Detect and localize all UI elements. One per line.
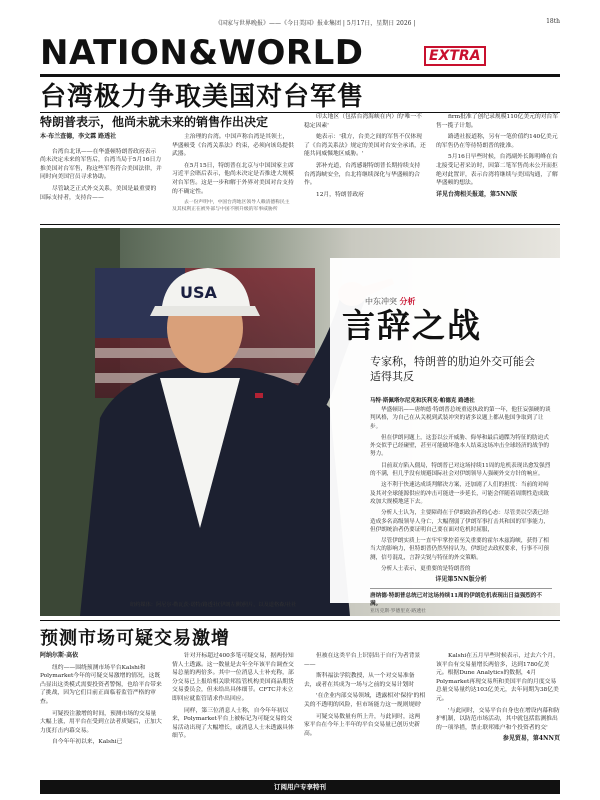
analysis-headline: 言辞之战 bbox=[342, 306, 482, 345]
lead-paragraph: 12月，特朗普政府 bbox=[316, 191, 364, 198]
lead-paragraph: 在5月15日，特朗普在北京与中国国家主席习近平会晤后表示，他尚未决定是否推进大规模对台军售。这是一步和解于外界对美国对台支持的不确定性。 bbox=[172, 162, 294, 195]
cap-text: USA bbox=[180, 283, 217, 302]
masthead bbox=[40, 34, 560, 72]
analysis-paragraph: 分析人士表示，更重要的是特朗普的 bbox=[381, 566, 471, 573]
footer-bar: 订阅用户专享特刊 bbox=[40, 780, 560, 794]
lead-paragraph: 主治理的台湾。中国声称台湾是其领土，华盛顿受《台湾关系法》约束，必须向该岛提供武器。 bbox=[172, 134, 294, 158]
lead-column-2 bbox=[172, 133, 294, 216]
lead-paragraph: 她表示：'我方，台美之间的军售不仅体现了《台湾关系法》规定的美国对台安全承诺，还能共同威慑地区威胁。' bbox=[304, 134, 426, 158]
bottom-column-4 bbox=[436, 652, 560, 744]
bottom-paragraph: 自今年年初以来，Kalshi已 bbox=[52, 739, 123, 746]
analysis-paragraph: 目前双方陷入僵局，特朗普已对这场持续11周的危机表现出愈发强烈的不满，但几乎没有规避国际社会对伊朗领导人强硬外交方针的响应。 bbox=[370, 462, 551, 478]
page-number: 18th bbox=[546, 18, 560, 25]
bottom-paragraph: '在企业内部交易领域，透露相对'保持'的相关的不透明的风险，但市场能力这一规则规则' bbox=[304, 693, 426, 708]
bottom-paragraph: 纽约——围绕预测市场平台Kalshi和Polymarket今年的可疑交易激增的情况，这既凸显出这类模式需要投资者警惕，也给平台带来了挑战，因为它们目前正面临着监管严格的审查。 bbox=[40, 664, 162, 705]
analysis-related: 唐纳德·特朗普总统已对这场持续11周的伊朗危机表现出日益强烈的不满。 bbox=[370, 588, 552, 609]
masthead-rule bbox=[40, 74, 560, 77]
bottom-byline: 阿纳尔斯·高依 bbox=[40, 652, 79, 659]
masthead-extra-badge: EXTRA bbox=[424, 46, 486, 66]
lead-deck: 特朗普表示，他尚未就未来的销售作出决定 bbox=[40, 115, 269, 129]
bottom-column-3 bbox=[304, 652, 426, 741]
bottom-headline: 预测市场可疑交易激增 bbox=[40, 628, 230, 649]
analysis-kicker-region: 中东冲突 bbox=[365, 297, 397, 306]
bottom-column-1 bbox=[40, 652, 162, 750]
analysis-byline: 马特·斯佩塔尔尼克和沃利克·帕德克 路透社 bbox=[370, 398, 475, 404]
lead-column-4 bbox=[436, 113, 560, 199]
lead-paragraph: 路透社报道称，另有一笔价值约140亿美元的军售仍在等待特朗普的批准。 bbox=[436, 134, 558, 149]
bottom-paragraph: 同样，第三位消息人士称，自今年年初以来，Polymarket平台上被标记为可疑交易的交易活动出现了大幅增长，或消息人士未透露具体细节。 bbox=[172, 707, 294, 740]
analysis-deck: 专家称，特朗普的肋迫外交可能会适得其反 bbox=[370, 355, 535, 383]
lead-paragraph: 尽管缺乏正式外交关系，美国是最重要的国际支持者，支持台—— bbox=[40, 185, 157, 201]
bottom-paragraph: 可疑投注激增的时间，预测市场的交易量大幅上涨，用平台在受到立法者质疑后，正加大力度打击内幕交易。 bbox=[40, 710, 162, 734]
lead-continued: 详见台湾相关报道，第5NN版 bbox=[436, 190, 518, 198]
photo-caption: 纽约媒体：阿尼尔·勒瓦茨·诺特/路透社(伊朗左侧)照片，以及道格森/社社 bbox=[130, 602, 297, 608]
bottom-column-2 bbox=[172, 652, 294, 744]
lead-paragraph: 5月16日早些时候，台湾副外长陈明峰在台北接受记者采访时，因第二笔军售尚未公开而拒绝对此置评，表示台湾将继续与美国沟通，了解华盛顿的想法。 bbox=[436, 154, 558, 187]
bottom-paragraph: 斯科福法学院教授，从一个对交易准备去，或者在其成为一场与之前的交易计划时 bbox=[304, 673, 415, 688]
lead-column-1 bbox=[40, 133, 162, 205]
lead-column-3 bbox=[304, 113, 426, 202]
lead-paragraph: 台湾台北讯——在华盛顿特朗普政府表示尚未决定未来的军售后，台湾当局于5月16日力推美国对台军售，称这些军售符合美国法律，并同时向美国官员寻求协助。 bbox=[40, 148, 162, 181]
bottom-paragraph: Kalshi在五月早些时候表示，过去六个月，该平台有交易量增长两倍多，达到1780亿美元。根据Dune Analytics的数据，4月Polymarket再现交易所和美国平台的月度交易总量交易量约达103亿美元，去年同期为38亿美元。 bbox=[436, 653, 559, 702]
analysis-paragraph: 但在伊朗问题上，这套以公开威胁、侮辱和最后通牒为特征的肋迫式外交似乎已经碰壁，甚至可能破坏他本人结束这场冲击全球经济的战争的努力。 bbox=[370, 434, 550, 458]
lead-paragraph: 印太地区（包括台湾海峡在内）的'唯一不稳定因素' bbox=[304, 114, 422, 129]
bottom-paragraph: '与此同时，交易平台自身也在增设内幕和防护机制，以防范市场活动，其中就包括监测推出的一项举措，禁止联邦账户和个投资者的交' bbox=[436, 707, 560, 731]
analysis-paragraph: 尽管伊朗实质上一直牢牢掌控着至关重要的霍尔木兹海峡，获得了相当大的影响力，但特朗普仍然坚持认为，伊朗过去政权要求，行事不可预测，信号混乱，言辞尖锐与特征的外交策略。 bbox=[370, 538, 550, 561]
lead-paragraph: firm批准了创纪录规模110亿美元的对台军售一揽子计划。 bbox=[436, 114, 559, 129]
analysis-related-source: 亚历克斯·罗德里克·路透社 bbox=[370, 609, 426, 615]
bottom-paragraph: 可疑交易数量有所上升，与此同时，这两家平台在今年上半年的平台交易量已创历史新高。 bbox=[304, 713, 421, 737]
section-rule bbox=[40, 224, 560, 225]
lead-paragraph: 郭补充道，台湾感谢特朗普长期持续支持台湾海峡安全，台北将继续深化与华盛顿的合作。 bbox=[304, 162, 421, 187]
analysis-paragraph: 这不利于快速达成谈判解决方案，还加剧了人们的担忧：当前的对峙及其对全球能源供应的冲击可能进一步延长，可能会伴随着周期性造成致攻加大规模地延下去。 bbox=[370, 482, 550, 505]
analysis-paragraph: 分析人士认为，主要障碍在于伊朗政治者的心态：尽管美以空袭已经造成多名高级领导人身亡，大幅削弱了伊朗军事打击其和国的军事能力，但伊朗统治者仍要证明自己要在面对危机时屈服， bbox=[370, 510, 550, 533]
analysis-body bbox=[370, 406, 552, 615]
analysis-continued: 详见第5NN版分析 bbox=[435, 576, 487, 584]
bottom-paragraph: 但被在这类平台上识别出于自行为者背景—— bbox=[304, 653, 421, 668]
bottom-continued: 参见贸易，第4NN页 bbox=[502, 735, 560, 743]
flag-pin bbox=[255, 393, 263, 398]
analysis-paragraph: 华盛顿讯——唐纳德·特朗普总统重返执政的第一年，他狂妄强硬的谈判风格，为自己在从关税到武装冲突的诸多议题上都从他国争取到了让步。 bbox=[370, 407, 551, 430]
photo-rule bbox=[40, 620, 560, 621]
lead-paragraph-note: 去一份声明中，中国台湾地区领导人赖清德称民主及其权利正在被外部与中国不断升级的军事威胁所 bbox=[172, 200, 290, 213]
publication-line: 《国家与世界晚报》——《今日美国》报业集团 | 5月17日，星期日 2026 | bbox=[215, 20, 416, 27]
bottom-paragraph: 针对开标超过400多笔可疑交易，据两份知情人士透露。这一数量是去年全年该平台调查交易总量的两倍多。其中一位消息人士补充称，部分交易已上报给相关联邦监管机构美国商品期货交易委员会，但未给出具体细节。CFTC并未立即回应就监管请求作出回应。 bbox=[172, 653, 294, 702]
analysis-box bbox=[330, 258, 560, 615]
top-line bbox=[40, 18, 560, 30]
analysis-kicker-label: 分析 bbox=[399, 296, 416, 306]
lead-byline: 本·布兰查德，李文霖 路透社 bbox=[40, 133, 117, 140]
masthead-title: NATION&WORLD bbox=[40, 33, 364, 73]
lead-headline: 台湾极力争取美国对台军售 bbox=[40, 82, 365, 112]
